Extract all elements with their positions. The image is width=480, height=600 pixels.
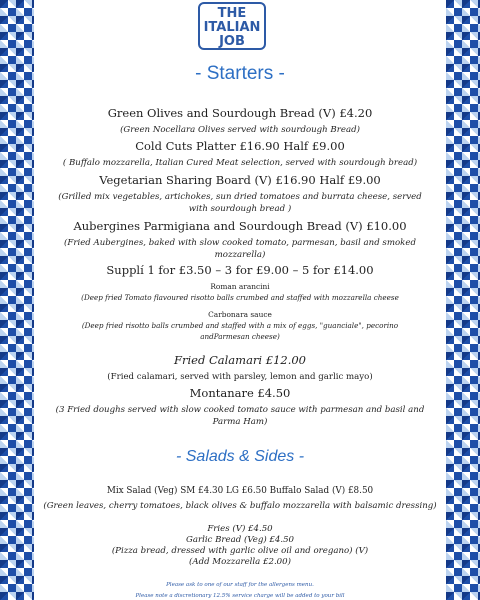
left-tile-border bbox=[0, 0, 34, 600]
suppli-carbonara-desc: (Deep fried risotto balls crumbed and staffed with a mix of eggs, "guanciale", pecorino andParmesan cheese) bbox=[81, 321, 399, 341]
restaurant-logo bbox=[198, 2, 266, 50]
starters-title: - Starters - bbox=[195, 63, 285, 84]
garlic-bread-item: Garlic Bread (Veg) £4.50 bbox=[185, 535, 295, 545]
starter-5-name: Supplí 1 for £3.50 – 3 for £9.00 – 5 for £14.00 bbox=[106, 263, 374, 277]
logo-line-1: THE bbox=[217, 6, 247, 21]
montanare-desc: (3 Fried doughs served with slow cooked tomato sauce with parmesan and basil and Parma Ham) bbox=[55, 405, 425, 427]
starter-3-desc: (Grilled mix vegetables, artichokes, sun dried tomatoes and burrata cheese, served with sourdough bread ) bbox=[58, 192, 422, 214]
logo-line-3: JOB bbox=[219, 34, 245, 49]
starter-2-name: Cold Cuts Platter £16.90 Half £9.00 bbox=[135, 139, 345, 153]
calamari-name: Fried Calamari £12.00 bbox=[174, 353, 306, 367]
add-mozzarella: (Add Mozzarella £2.00) bbox=[189, 557, 291, 567]
menu-page bbox=[40, 0, 440, 600]
fries-item: Fries (V) £4.50 bbox=[207, 524, 273, 534]
montanare-name: Montanare £4.50 bbox=[189, 386, 291, 400]
garlic-bread-desc: (Pizza bread, dressed with garlic olive oil and oregano) (V) bbox=[111, 546, 369, 556]
logo-line-2: ITALIAN bbox=[203, 20, 261, 35]
allergens-note: Please ask to one of our staff for the allergens menu. bbox=[166, 582, 314, 588]
salads-line-1: Mix Salad (Veg) SM £4.30 LG £6.50 Buffalo Salad (V) £8.50 bbox=[106, 486, 374, 496]
starter-3-name: Vegetarian Sharing Board (V) £16.90 Half £9.00 bbox=[99, 173, 381, 187]
calamari-desc: (Fried calamari, served with parsley, lemon and garlic mayo) bbox=[107, 372, 373, 382]
starter-4-name: Aubergines Parmigiana and Sourdough Bread (V) £10.00 bbox=[73, 219, 407, 233]
right-tile-border bbox=[446, 0, 480, 600]
suppli-roman-desc: (Deep fried Tomato flavoured risotto balls crumbed and staffed with mozzarella cheese bbox=[81, 293, 399, 302]
suppli-roman-title: Roman arancini bbox=[210, 282, 270, 291]
starter-1-desc: (Green Nocellara Olives served with sourdough Bread) bbox=[120, 125, 360, 135]
starter-4-desc: (Fried Aubergines, baked with slow cooked tomato, parmesan, basil and smoked mozzarella) bbox=[64, 238, 416, 260]
starter-2-desc: ( Buffalo mozzarella, Italian Cured Meat selection, served with sourdough bread) bbox=[62, 158, 418, 168]
salads-title: - Salads & Sides - bbox=[175, 448, 305, 465]
suppli-carbonara-title: Carbonara sauce bbox=[208, 310, 272, 319]
service-charge-note: Please note a discretionary 12.5% service charge will be added to your bill bbox=[135, 593, 345, 599]
starter-1-name: Green Olives and Sourdough Bread (V) £4.20 bbox=[107, 106, 373, 120]
salads-line-1-desc: (Green leaves, cherry tomatoes, black olives & buffalo mozzarella with balsamic dressing) bbox=[43, 501, 437, 511]
